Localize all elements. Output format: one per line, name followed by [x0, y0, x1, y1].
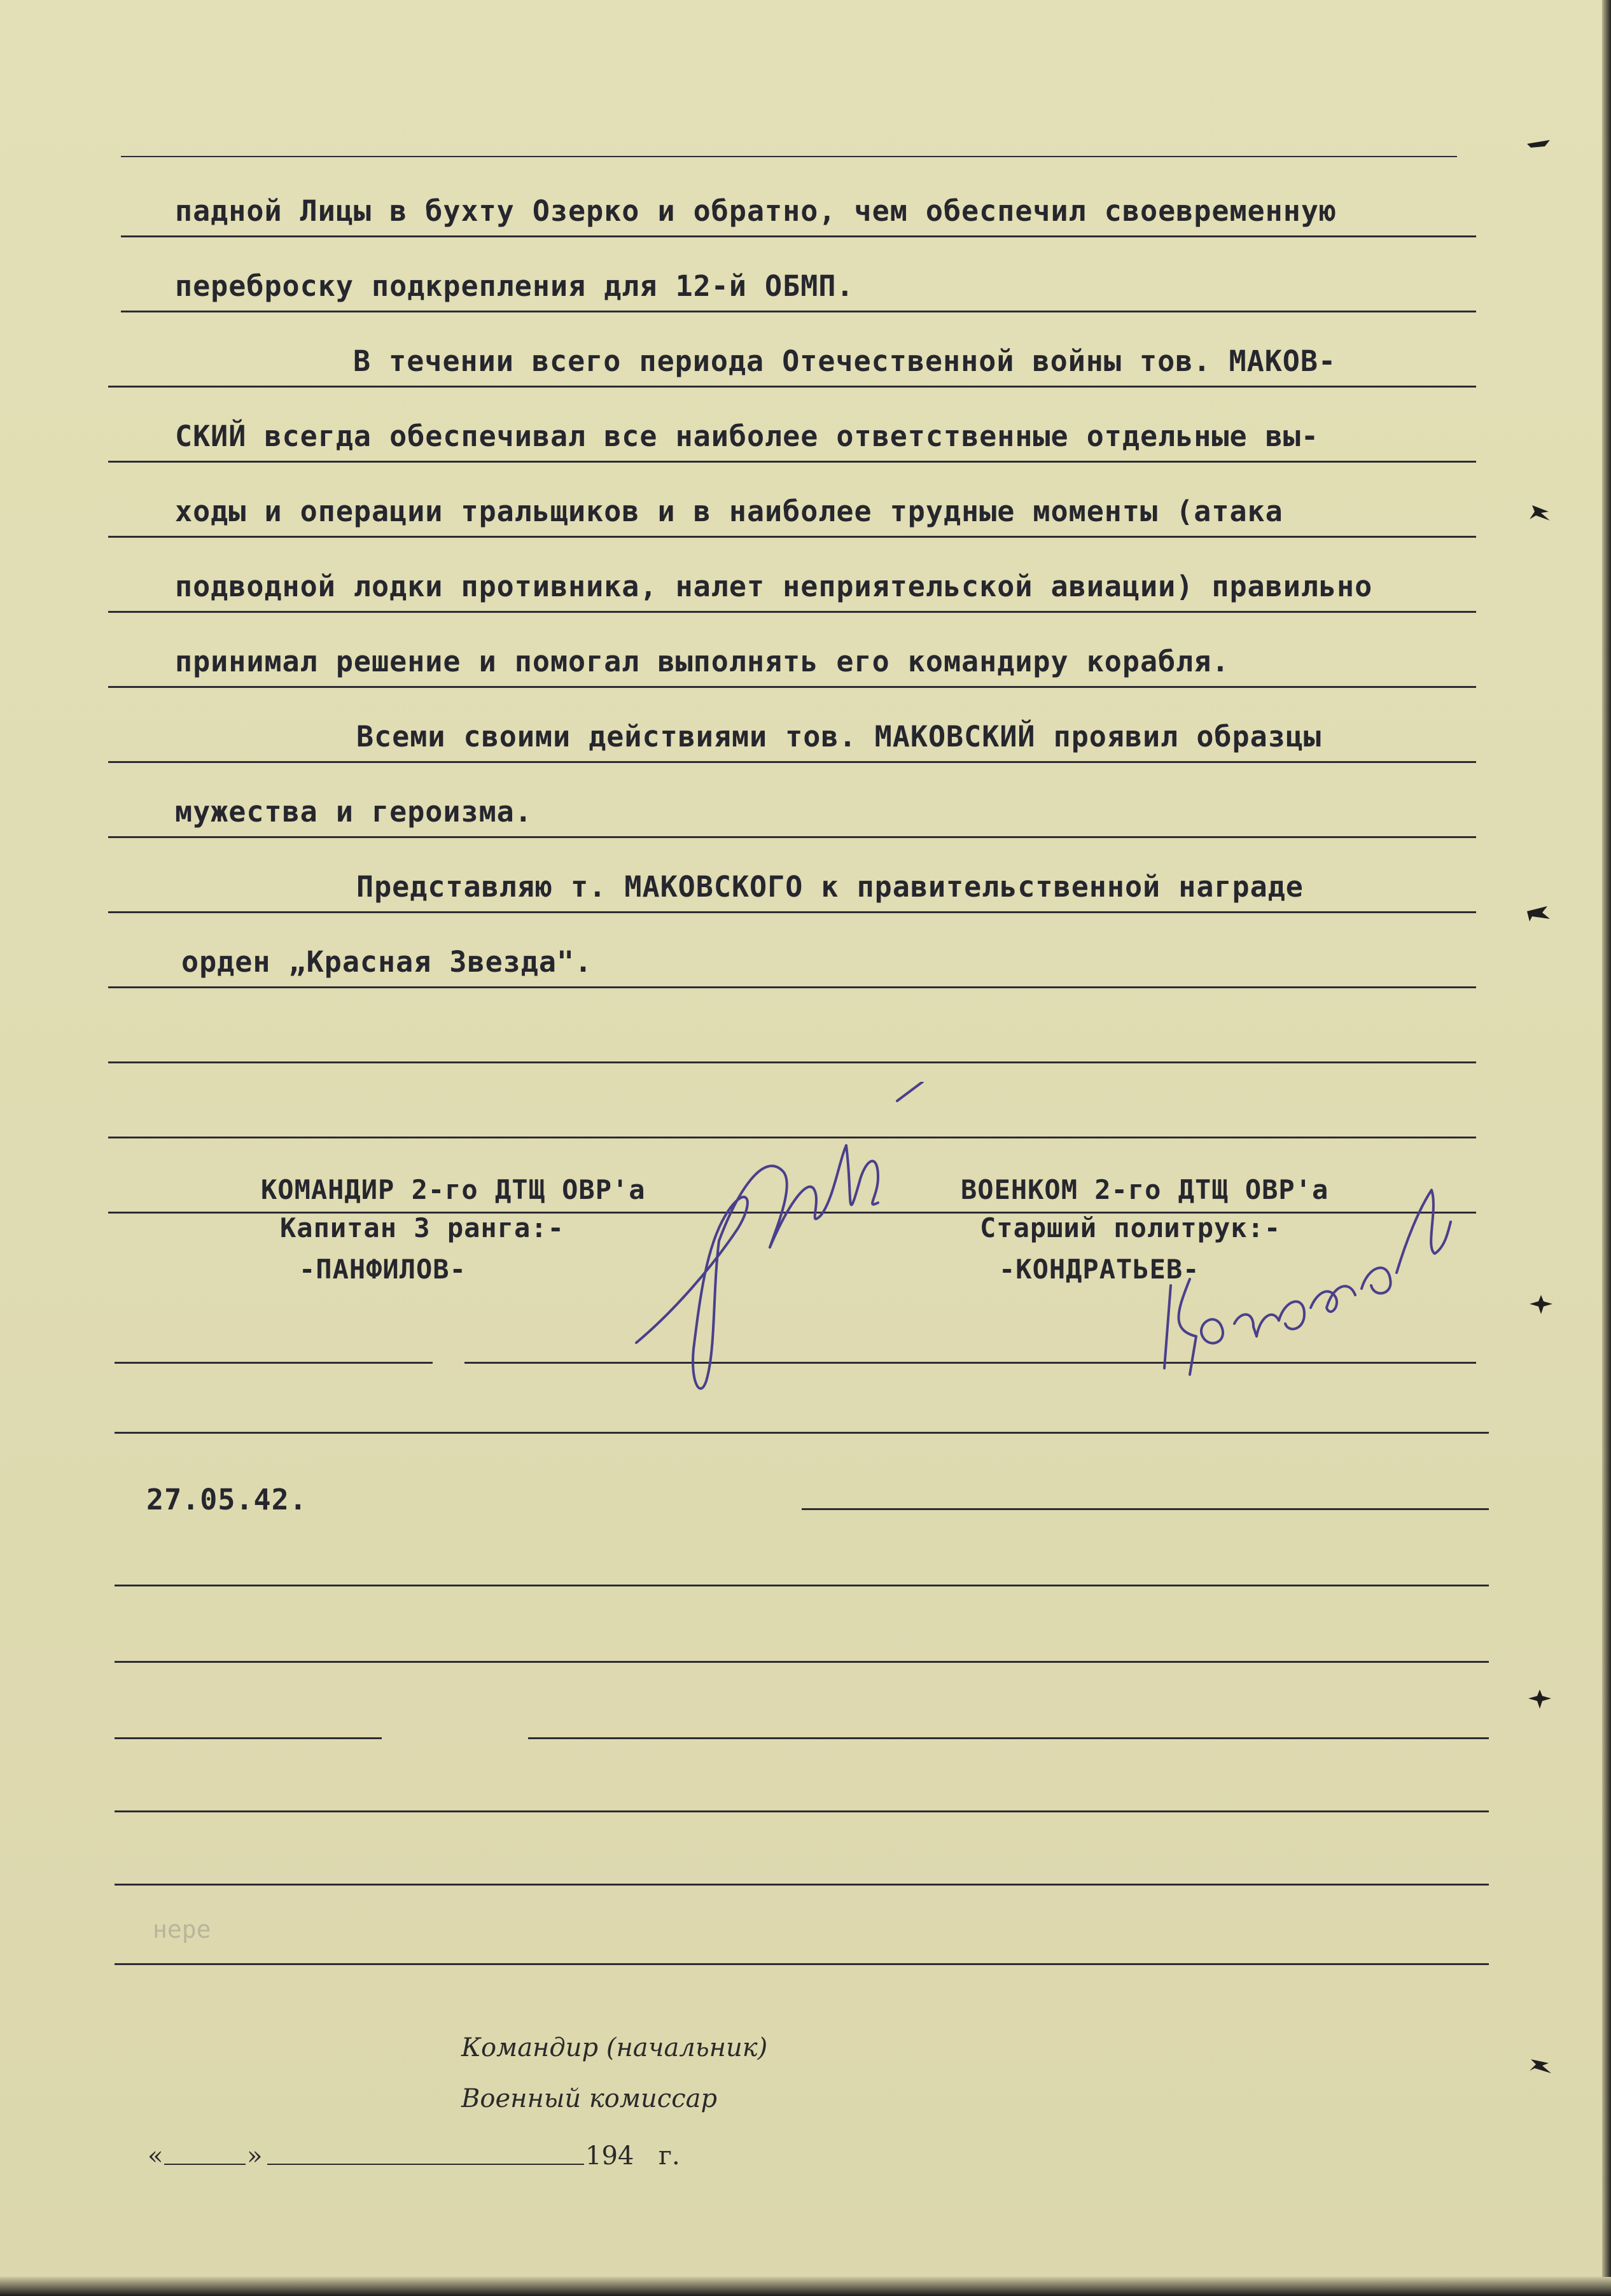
handwritten-signature-panfilov: [624, 1082, 954, 1413]
form-rule: [115, 1661, 1489, 1663]
form-rule: [108, 836, 1476, 838]
page-edge-right: [1602, 0, 1611, 2296]
form-rule: [108, 386, 1476, 388]
form-rule: [115, 1362, 433, 1364]
year-prefix: 194: [585, 2141, 634, 2171]
form-rule: [115, 1432, 1489, 1434]
body-line-1: падной Лицы в бухту Озерко и обратно, чем обеспечил своевременную: [175, 194, 1337, 228]
date-open-quote: «: [148, 2141, 164, 2171]
binding-hole-icon: [1528, 1690, 1551, 1709]
document-date: 27.05.42.: [146, 1483, 307, 1516]
body-line-11: орден „Красная Звезда".: [181, 945, 593, 979]
form-rule: [115, 1963, 1489, 1965]
binding-hole-icon: [1527, 904, 1550, 923]
form-rule: [108, 536, 1476, 538]
form-rule: [108, 611, 1476, 613]
form-rule: [802, 1508, 1489, 1510]
form-rule: [121, 235, 1476, 237]
year-suffix: г.: [659, 2141, 680, 2171]
commander-label: Командир (начальник): [461, 2033, 768, 2062]
binding-hole-icon: [1530, 2055, 1552, 2075]
form-rule: [108, 461, 1476, 463]
body-line-9: мужества и героизма.: [175, 795, 533, 829]
body-line-8: Всеми своими действиями тов. МАКОВСКИЙ проявил образцы: [356, 720, 1322, 753]
binding-hole-icon: [1530, 503, 1552, 522]
page-edge-bottom: [0, 2277, 1611, 2296]
form-rule: [108, 761, 1476, 763]
left-signatory-rank: Капитан 3 ранга:-: [280, 1212, 564, 1243]
body-line-5: ходы и операции тральщиков и в наиболее трудные моменты (атака: [175, 494, 1283, 528]
form-rule: [121, 311, 1476, 312]
form-rule: [115, 1884, 1489, 1886]
form-rule: [108, 686, 1476, 688]
form-rule: [115, 1585, 1489, 1586]
handwritten-signature-kondratyev: [1152, 1171, 1457, 1381]
form-rule: [115, 1810, 1489, 1812]
month-blank: [267, 2164, 584, 2165]
form-rule: [108, 911, 1476, 913]
form-rule: [108, 986, 1476, 988]
body-line-4: СКИЙ всегда обеспечивал все наиболее ответственные отдельные вы-: [175, 419, 1319, 453]
form-rule: [115, 1737, 382, 1739]
form-rule: [121, 156, 1457, 157]
body-line-7: принимал решение и помогал выполнять его командиру корабля.: [175, 645, 1230, 678]
body-line-10: Представляю т. МАКОВСКОГО к правительственной награде: [356, 870, 1304, 904]
binding-hole-icon: [1530, 1295, 1552, 1314]
body-line-6: подводной лодки противника, налет неприятельской авиации) правильно: [175, 570, 1373, 603]
right-signatory-title: ВОЕНКОМ 2-го ДТЩ ОВР'а: [961, 1174, 1329, 1205]
form-rule: [108, 1061, 1476, 1063]
right-signatory-rank: Старший политрук:-: [980, 1212, 1281, 1243]
bleed-through-text: нере: [153, 1915, 211, 1943]
left-signatory-title: КОМАНДИР 2-го ДТЩ ОВР'а: [261, 1174, 646, 1205]
right-signatory-name: -КОНДРАТЬЕВ-: [999, 1254, 1200, 1285]
commissar-label: Военный комиссар: [461, 2084, 718, 2113]
day-blank: [164, 2164, 246, 2165]
binding-hole-icon: [1527, 135, 1550, 154]
date-close-quote: »: [247, 2141, 263, 2171]
body-line-2: переброску подкрепления для 12-й ОБМП.: [175, 269, 854, 303]
form-rule: [528, 1737, 1489, 1739]
body-line-3: В течении всего периода Отечественной войны тов. МАКОВ-: [353, 344, 1337, 378]
left-signatory-name: -ПАНФИЛОВ-: [299, 1254, 466, 1285]
